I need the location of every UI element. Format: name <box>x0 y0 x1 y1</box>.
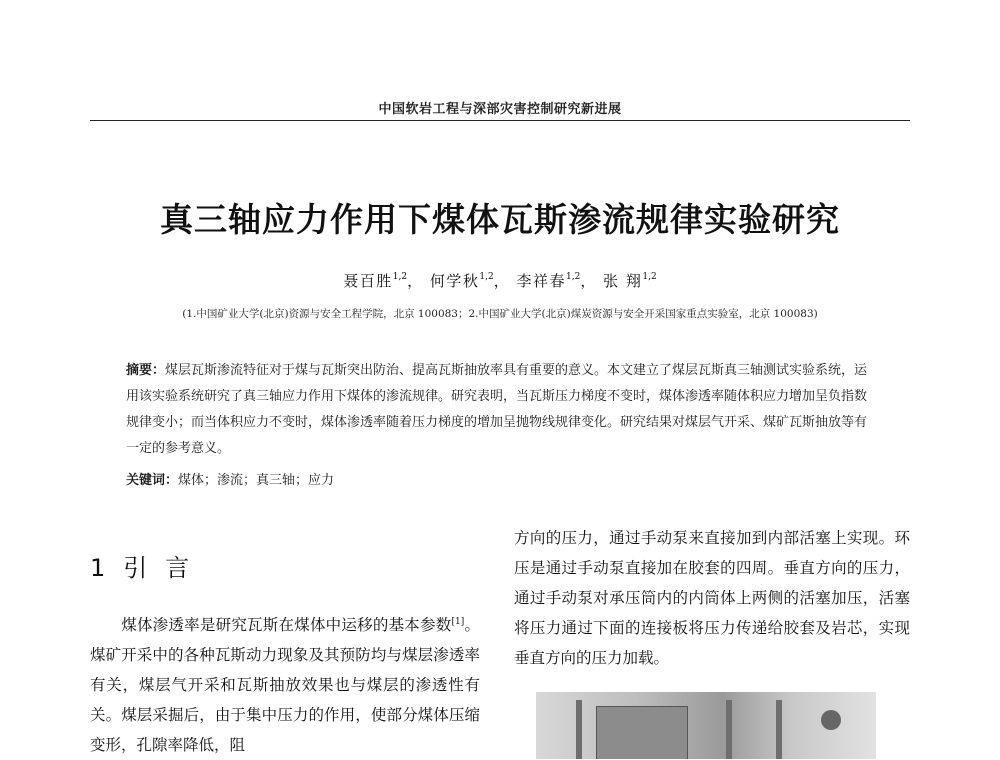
abstract <box>126 358 874 462</box>
body-text: 。煤矿开采中的各种瓦斯动力现象及其预防均与煤层渗透率有关，煤层气开采和瓦斯抽放效果也与煤层的渗透性有关。煤层采掘后，由于集中压力的作用，使部分煤体压缩变形，孔隙率降低，阻 <box>90 616 480 755</box>
apparatus-photo <box>536 692 876 759</box>
author-name: 聂百胜 <box>343 272 393 290</box>
author-affil-mark: 1,2 <box>479 272 494 282</box>
author-name: 李祥春 <box>516 272 567 290</box>
section-title: 引言 <box>123 554 208 582</box>
author-affil-mark: 1,2 <box>392 272 408 282</box>
paper-title: 真三轴应力作用下煤体瓦斯渗流规律实验研究 <box>160 200 840 239</box>
author-list: 聂百胜$^{1,2}$， 何学秋$^{1,2}$， 李祥春$^{1,2}$， 张 翔$^{1,2}$ <box>343 272 657 290</box>
body-column-left <box>90 607 480 760</box>
section-heading <box>90 548 207 583</box>
keywords-text: 煤体；渗流；真三轴；应力 <box>178 473 335 488</box>
running-header: 中国软岩工程与深部灾害控制研究新进展 <box>378 102 622 117</box>
keywords <box>126 468 874 494</box>
abstract-label: 摘要： <box>126 363 166 378</box>
section-number: 1 <box>90 554 106 582</box>
author-name: 张 翔 <box>603 272 643 290</box>
author-affil-mark: 1,2 <box>642 272 657 282</box>
author-name: 何学秋 <box>429 272 480 290</box>
citation-ref: [1] <box>451 617 465 627</box>
keywords-label: 关键词： <box>126 473 179 488</box>
header-rule <box>90 120 910 121</box>
body-text: 煤体渗透率是研究瓦斯在煤体中运移的基本参数 <box>121 616 452 635</box>
abstract-text: 煤层瓦斯渗流特征对于煤与瓦斯突出防治、提高瓦斯抽放率具有重要的意义。本文建立了煤层瓦斯真三轴测试实验系统，运用该实验系统研究了真三轴应力作用下煤体的渗流规律。研究表明，当瓦斯压力梯度不变时，煤体渗透率随体积应力增加呈负指数规律变小；而当体积应力不变时，煤体渗透率随着压力梯度的增加呈抛物线规律变化。研究结果对煤层气开采、煤矿瓦斯抽放等有一定的参考意义。 <box>126 363 868 456</box>
affiliation: (1.中国矿业大学(北京)资源与安全工程学院，北京 100083；2.中国矿业大学(北京)煤炭资源与安全开采国家重点实验室，北京 100083) <box>182 308 818 320</box>
body-column-right: 方向的压力，通过手动泵来直接加到内部活塞上实现。环压是通过手动泵直接加在胶套的四周。垂直方向的压力，通过手动泵对承压筒内的内筒体上两侧的活塞加压，活塞将压力通过下面的连接板将压力传递给胶套及岩芯，实现垂直方向的压力加载。 <box>514 529 910 667</box>
author-affil-mark: 1,2 <box>566 272 581 282</box>
